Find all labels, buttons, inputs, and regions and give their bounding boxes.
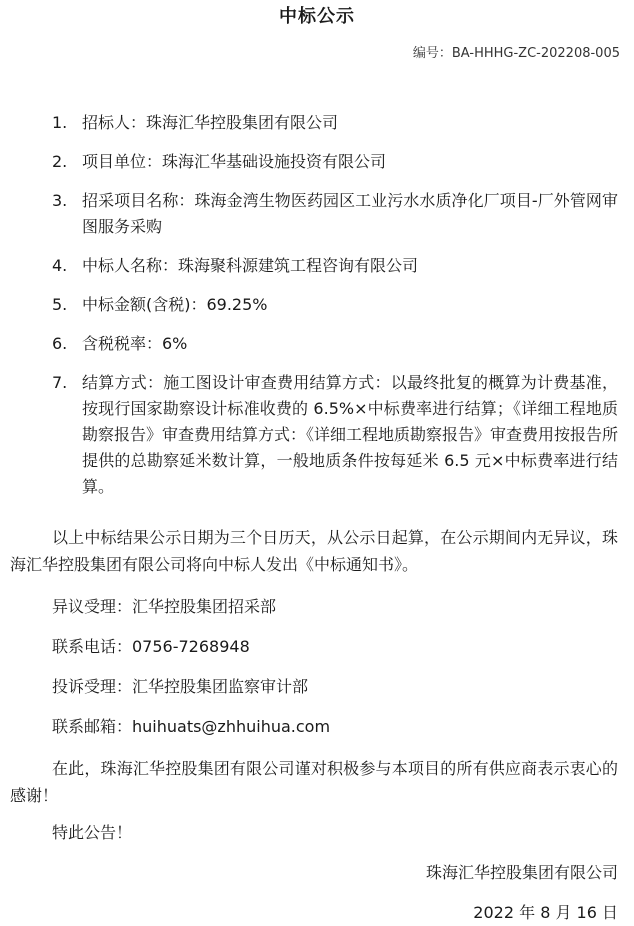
phone-contact: 联系电话：0756-7268948 bbox=[52, 637, 250, 656]
item-number: 1. bbox=[52, 113, 68, 132]
item-number: 6. bbox=[52, 334, 68, 353]
announcement-list bbox=[52, 110, 618, 513]
complaint-contact: 投诉受理：汇华控股集团监察审计部 bbox=[52, 677, 309, 696]
objection-contact: 异议受理：汇华控股集团招采部 bbox=[52, 597, 277, 616]
list-item bbox=[52, 292, 618, 318]
list-item bbox=[52, 331, 618, 357]
item-number: 5. bbox=[52, 295, 68, 314]
email-contact: 联系邮箱：huihuats@zhhuihua.com bbox=[52, 717, 331, 736]
thanks-paragraph: 在此，珠海汇华控股集团有限公司谨对积极参与本项目的所有供应商表示衷心的感谢！ bbox=[10, 759, 618, 805]
document-number: 编号：BA-HHHG-ZC-202208-005 bbox=[412, 46, 620, 61]
item-text: 中标人名称：珠海聚科源建筑工程咨询有限公司 bbox=[82, 256, 419, 275]
closing-statement: 特此公告！ bbox=[52, 823, 133, 842]
notice-paragraph: 以上中标结果公示日期为三个日历天，从公示日起算，在公示期间内无异议，珠海汇华控股集团有限公司将向中标人发出《中标通知书》。 bbox=[10, 528, 618, 574]
item-text: 招采项目名称：珠海金湾生物医药园区工业污水水质净化厂项目-厂外管网审图服务采购 bbox=[82, 191, 618, 236]
item-number: 4. bbox=[52, 256, 68, 275]
item-number: 2. bbox=[52, 152, 68, 171]
list-item bbox=[52, 188, 618, 240]
list-item bbox=[52, 253, 618, 279]
signature-company: 珠海汇华控股集团有限公司 bbox=[425, 863, 618, 882]
list-item bbox=[52, 370, 618, 500]
signature-date: 2022 年 8 月 16 日 bbox=[473, 903, 618, 922]
item-text: 中标金额(含税)：69.25% bbox=[82, 295, 268, 314]
item-text: 含税税率：6% bbox=[82, 334, 188, 353]
item-text: 结算方式：施工图设计审查费用结算方式：以最终批复的概算为计费基准，按现行国家勘察设计标准收费的 6.5%×中标费率进行结算；《详细工程地质勘察报告》审查费用结算方式：《详细工程地质勘察报告》审查费用按报告所提供的总勘察延米数计算，一般地质条件按每延米 6.5 元×中标费率进行结算。 bbox=[82, 373, 619, 496]
item-number: 7. bbox=[52, 373, 68, 392]
item-text: 项目单位：珠海汇华基础设施投资有限公司 bbox=[82, 152, 387, 171]
item-text: 招标人：珠海汇华控股集团有限公司 bbox=[82, 113, 339, 132]
list-item bbox=[52, 149, 618, 175]
list-item bbox=[52, 110, 618, 136]
page-title: 中标公示 bbox=[279, 6, 355, 27]
item-number: 3. bbox=[52, 191, 68, 210]
